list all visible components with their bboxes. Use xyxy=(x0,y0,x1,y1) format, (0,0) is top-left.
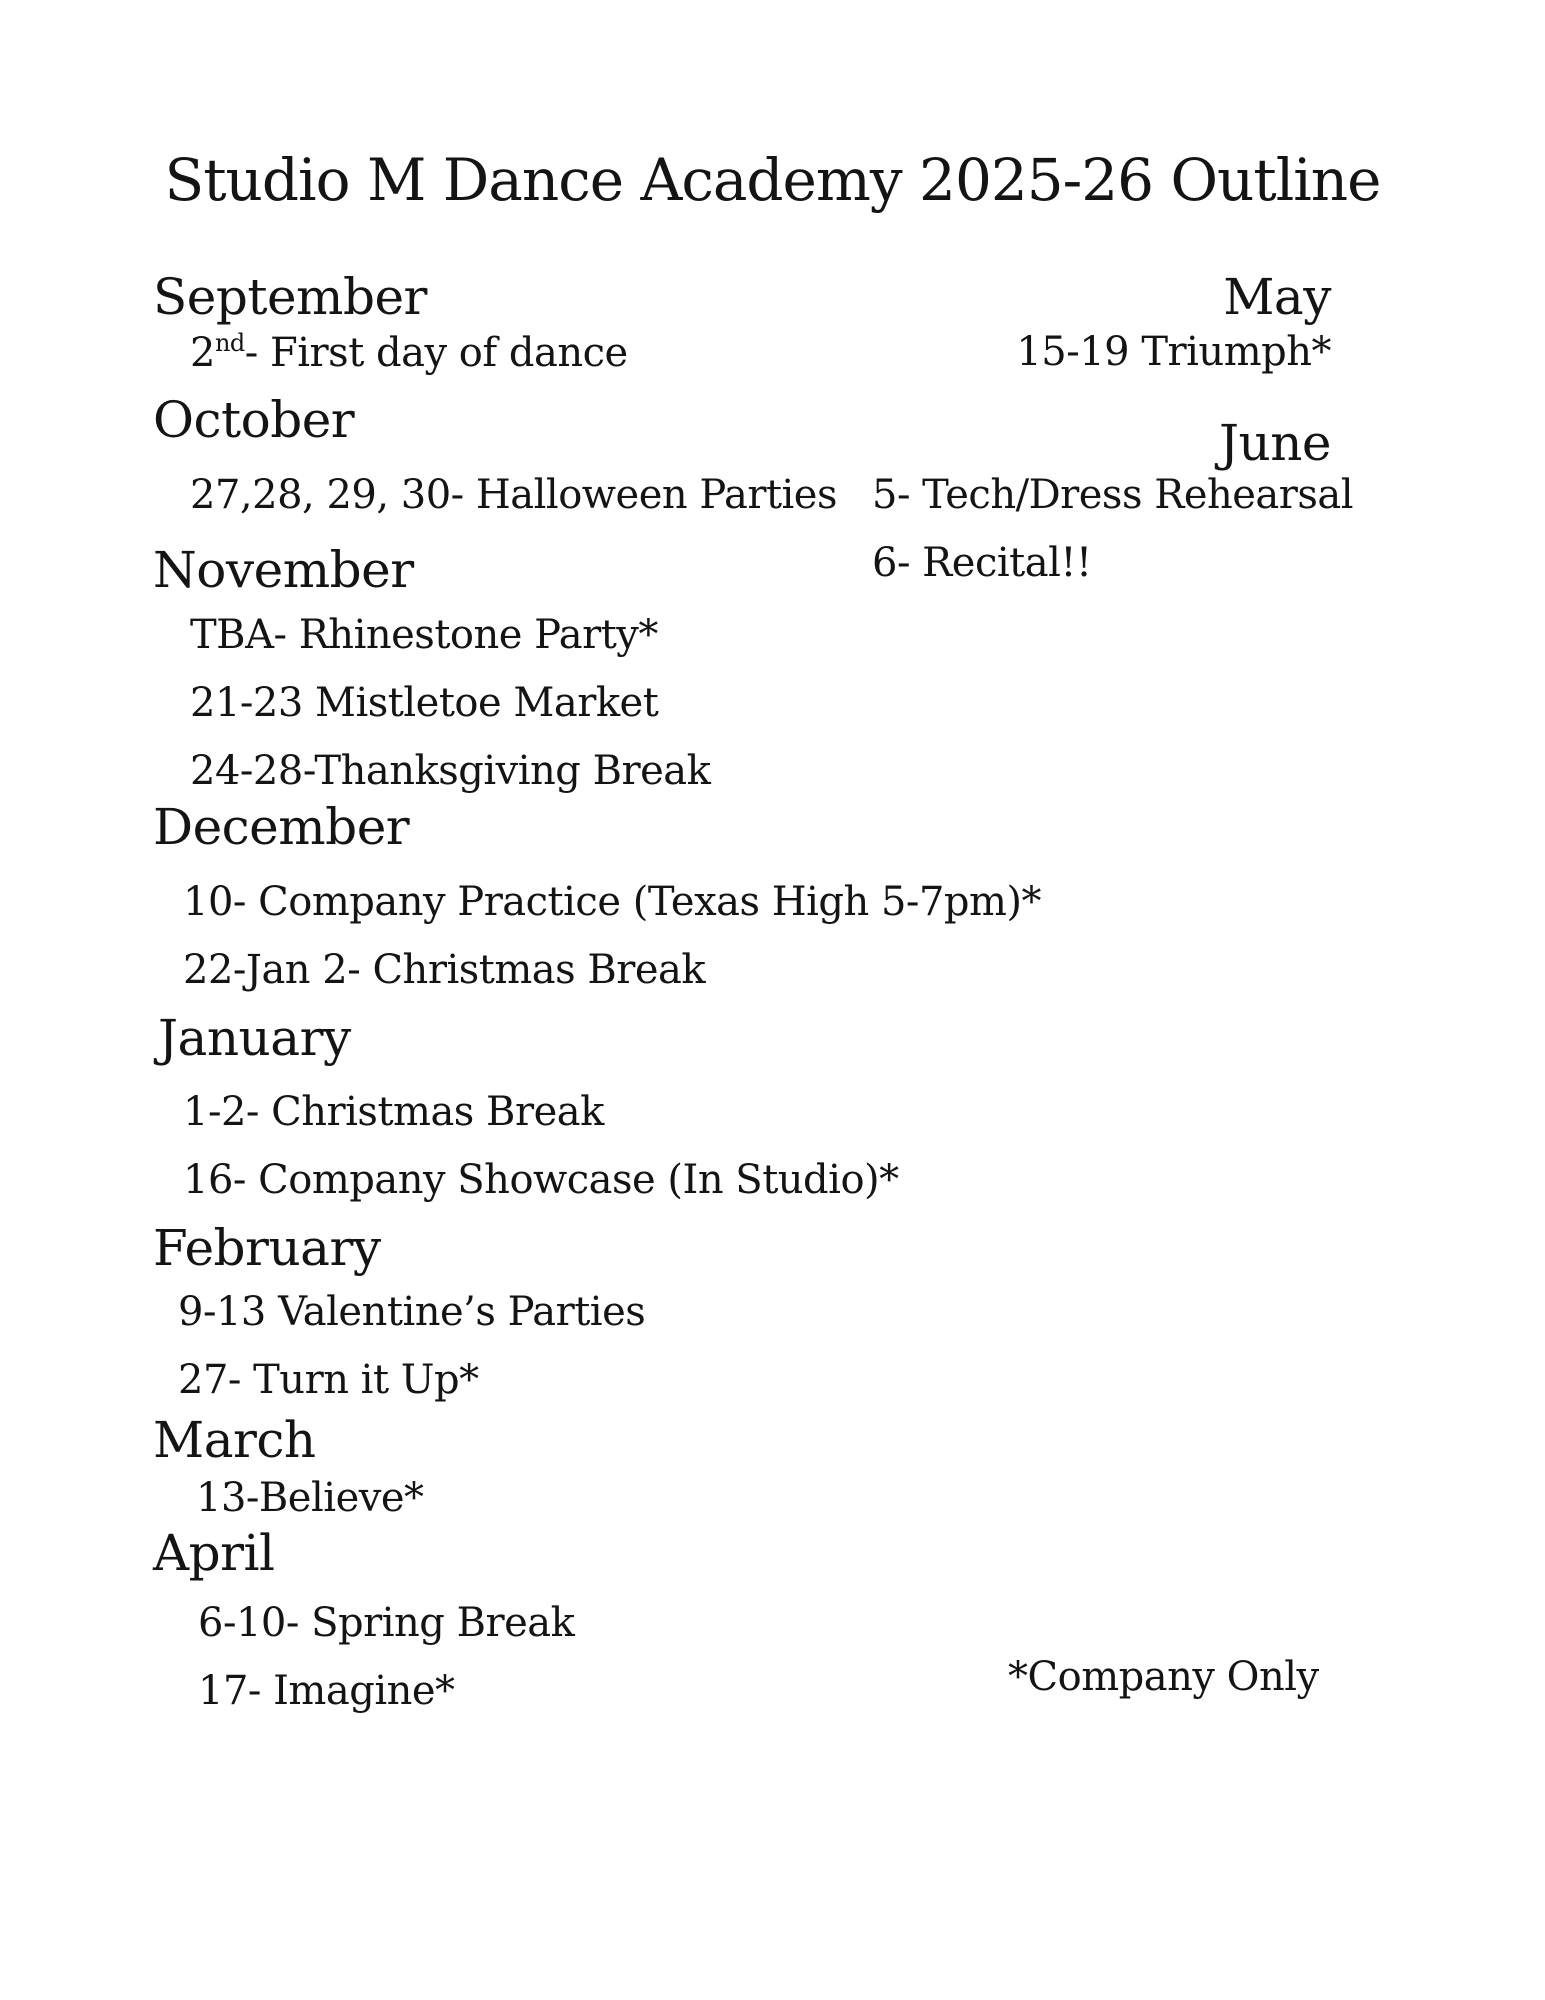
month-heading-september: September xyxy=(153,268,427,326)
event-april-2: 17- Imagine* xyxy=(198,1668,455,1714)
event-november-2: 21-23 Mistletoe Market xyxy=(190,680,659,726)
month-heading-april: April xyxy=(153,1524,275,1582)
event-january-2: 16- Company Showcase (In Studio)* xyxy=(183,1157,899,1203)
event-september-1 xyxy=(190,328,628,378)
company-only-footnote: *Company Only xyxy=(1008,1654,1319,1700)
month-heading-january: January xyxy=(158,1009,351,1067)
event-january-1: 1-2- Christmas Break xyxy=(183,1089,604,1135)
month-heading-december: December xyxy=(153,798,410,856)
event-february-1: 9-13 Valentine’s Parties xyxy=(178,1289,646,1335)
event-april-1: 6-10- Spring Break xyxy=(198,1600,575,1646)
event-day-number: 2 xyxy=(190,330,215,376)
event-may-1: 15-19 Triumph* xyxy=(1016,329,1331,375)
month-heading-october: October xyxy=(153,391,355,449)
ordinal-suffix: nd xyxy=(214,329,245,357)
month-heading-march: March xyxy=(153,1411,316,1469)
month-heading-february: February xyxy=(153,1219,381,1277)
event-june-1: 5- Tech/Dress Rehearsal xyxy=(872,472,1354,518)
event-december-1: 10- Company Practice (Texas High 5-7pm)* xyxy=(183,879,1042,925)
month-heading-november: November xyxy=(153,541,414,599)
event-march-1: 13-Believe* xyxy=(196,1475,424,1521)
event-november-1: TBA- Rhinestone Party* xyxy=(190,612,658,658)
month-heading-may: May xyxy=(1223,268,1331,326)
page-title: Studio M Dance Academy 2025-26 Outline xyxy=(164,146,1381,214)
event-june-2: 6- Recital!! xyxy=(872,540,1092,586)
event-october-1: 27,28, 29, 30- Halloween Parties xyxy=(190,472,838,518)
event-description: - First day of dance xyxy=(244,330,628,376)
event-november-3: 24-28-Thanksgiving Break xyxy=(190,748,711,794)
event-december-2: 22-Jan 2- Christmas Break xyxy=(183,947,706,993)
event-february-2: 27- Turn it Up* xyxy=(178,1357,479,1403)
month-heading-june: June xyxy=(1218,414,1331,472)
